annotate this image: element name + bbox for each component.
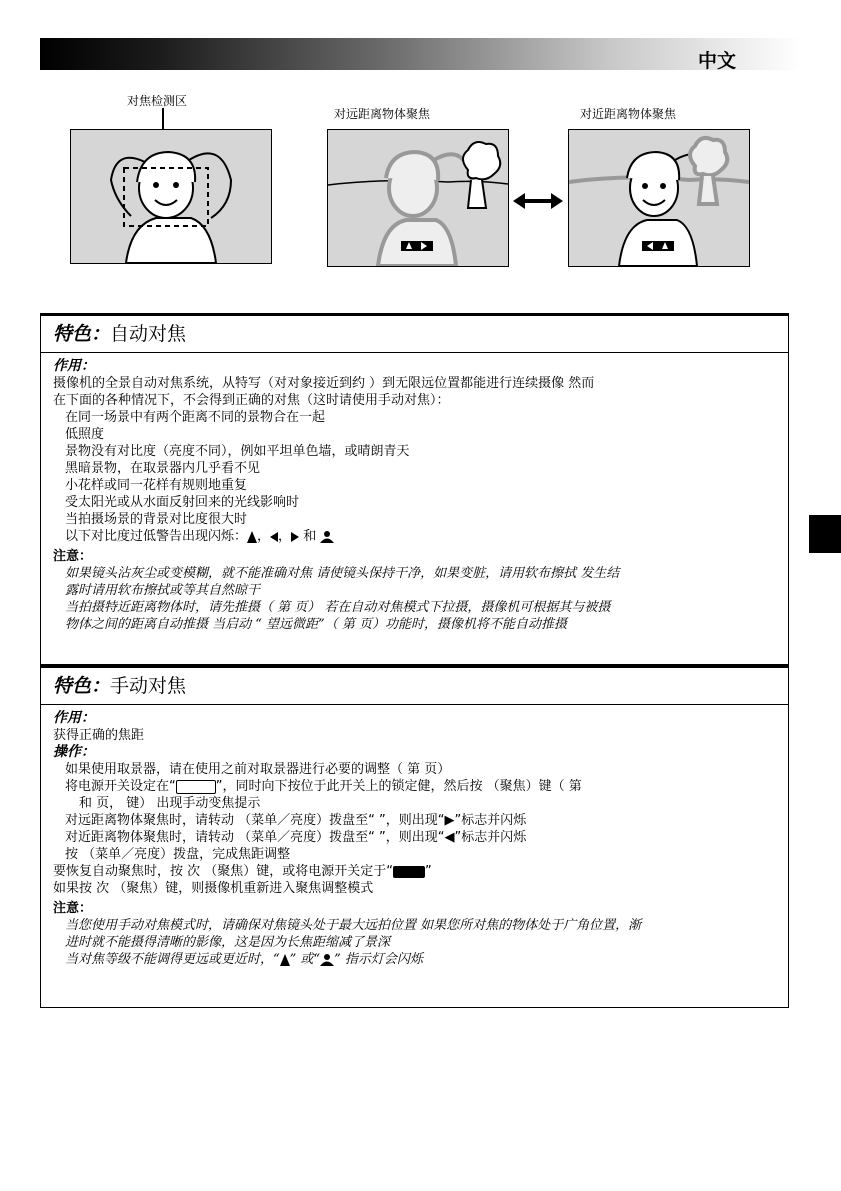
figure-label-near: 对近距离物体聚焦 — [580, 107, 677, 121]
warning-text: 以下对比度过低警告出现闪烁： — [65, 529, 248, 544]
feature-prefix: 特色： — [53, 323, 111, 345]
note-line: 当拍摄特近距离物体时，请先推摄（ 第 页） 若在自动对焦模式下拉摄，摄像机可根据其与被摄 — [65, 600, 611, 615]
power-switch-icon — [176, 780, 216, 794]
note-line: 露时请用软布擦拭或等其自然晾干 — [65, 583, 261, 598]
photo-focus-near — [568, 129, 750, 267]
auto-focus-section — [40, 313, 789, 665]
note-heading: 注意： — [53, 901, 93, 916]
photo-focus-far — [327, 129, 509, 267]
case-item: 黑暗景物，在取景器内几乎看不见 — [65, 461, 261, 476]
warning-line: 以下对比度过低警告出现闪烁： ， ， 和 — [53, 528, 788, 545]
restore-line — [53, 863, 788, 880]
note-text: ” 指示灯会闪烁 — [334, 952, 423, 967]
note-text: ” 或“ — [289, 952, 321, 967]
double-arrow-icon — [513, 192, 563, 210]
operation-step — [53, 778, 788, 795]
intro-line: 在下面的各种情况下，不会得到正确的对焦（这时请使用手动对焦）： — [53, 393, 450, 408]
case-item: 景物没有对比度（亮度不同），例如平坦单色墙，或晴朗青天 — [65, 444, 410, 459]
step-text: 将电源开关设定在“ — [65, 779, 176, 794]
far-focus-icon — [280, 954, 290, 966]
operation-heading: 操作： — [53, 744, 95, 760]
case-item: 在同一场景中有两个距离不同的景物合在一起 — [65, 410, 326, 425]
figure-label-detect-area: 对焦检测区 — [127, 94, 188, 108]
operation-step: 按 （菜单／亮度）拨盘，完成焦距调整 — [65, 847, 291, 862]
and-text: 和 — [303, 529, 317, 544]
note-heading: 注意： — [53, 549, 93, 564]
note-line: 物体之间的距离自动推摄 当启动 “ 望远微距”（ 第 页）功能时，摄像机将不能自动推摄 — [65, 617, 567, 632]
right-triangle-icon — [291, 532, 299, 542]
manual-focus-title: 手动对焦 — [110, 675, 187, 697]
language-label: 中文 — [698, 50, 737, 72]
header-gradient-bar — [40, 38, 800, 70]
auto-focus-title: 自动对焦 — [110, 323, 187, 345]
far-focus-icon — [247, 531, 257, 543]
manual-focus-heading — [41, 668, 788, 705]
left-triangle-icon — [270, 532, 278, 542]
manual-focus-section — [40, 665, 789, 1008]
note-line: 当您使用手动对焦模式时，请确保对焦镜头处于最大远拍位置 如果您所对焦的物体处于广角位置，渐 — [65, 918, 642, 933]
reenter-line: 如果按 次 （聚焦）键，则摄像机重新进入聚焦调整模式 — [53, 881, 374, 896]
note-line — [53, 951, 788, 968]
note-line: 如果镜头沾灰尘或变模糊，就不能准确对焦 请使镜头保持干净，如果变脏，请用软布擦拭 发生结 — [65, 566, 620, 581]
feature-prefix: 特色： — [53, 675, 111, 697]
operation-step: 和 页， 键） 出现手动变焦提示 — [79, 796, 261, 811]
side-tab — [809, 515, 841, 553]
near-focus-icon — [320, 954, 334, 966]
restore-text: 要恢复自动聚焦时，按 次 （聚焦）键，或将电源开关定于“ — [53, 864, 393, 879]
purpose-heading: 作用： — [53, 358, 95, 374]
note-line: 进时就不能摄得清晰的影像，这是因为长焦距缩减了景深 — [65, 935, 391, 950]
case-item: 小花样或同一花样有规则地重复 — [65, 478, 248, 493]
case-item: 受太阳光或从水面反射回来的光线影响时 — [65, 495, 300, 510]
operation-step: 如果使用取景器，请在使用之前对取景器进行必要的调整（ 第 页） — [65, 762, 451, 777]
purpose-text: 获得正确的焦距 — [53, 728, 145, 743]
note-text: 当对焦等级不能调得更远或更近时，“ — [65, 952, 280, 967]
photo-detect-area — [70, 129, 272, 264]
purpose-heading: 作用： — [53, 710, 95, 726]
near-focus-icon — [320, 531, 334, 543]
intro-line: 摄像机的全景自动对焦系统，从特写（对对象接近到约 ）到无限远位置都能进行连续摄像 然而 — [53, 376, 595, 391]
step-text: ”，同时向下按位于此开关上的锁定健，然后按 （聚焦）键（ 第 — [215, 779, 582, 794]
figure-label-far: 对远距离物体聚焦 — [334, 107, 431, 121]
case-item: 低照度 — [65, 427, 105, 442]
operation-step: 对近距离物体聚焦时，请转动 （菜单／亮度）拨盘至“ ”，则出现“◀”标志并闪烁 — [65, 830, 527, 845]
case-item: 当拍摄场景的背景对比度很大时 — [65, 512, 248, 527]
restore-text: ” — [425, 864, 432, 879]
operation-step: 对远距离物体聚焦时，请转动 （菜单／亮度）拨盘至“ ”，则出现“▶”标志并闪烁 — [65, 813, 527, 828]
auto-focus-heading — [41, 316, 788, 353]
auto-mode-icon — [393, 866, 425, 878]
